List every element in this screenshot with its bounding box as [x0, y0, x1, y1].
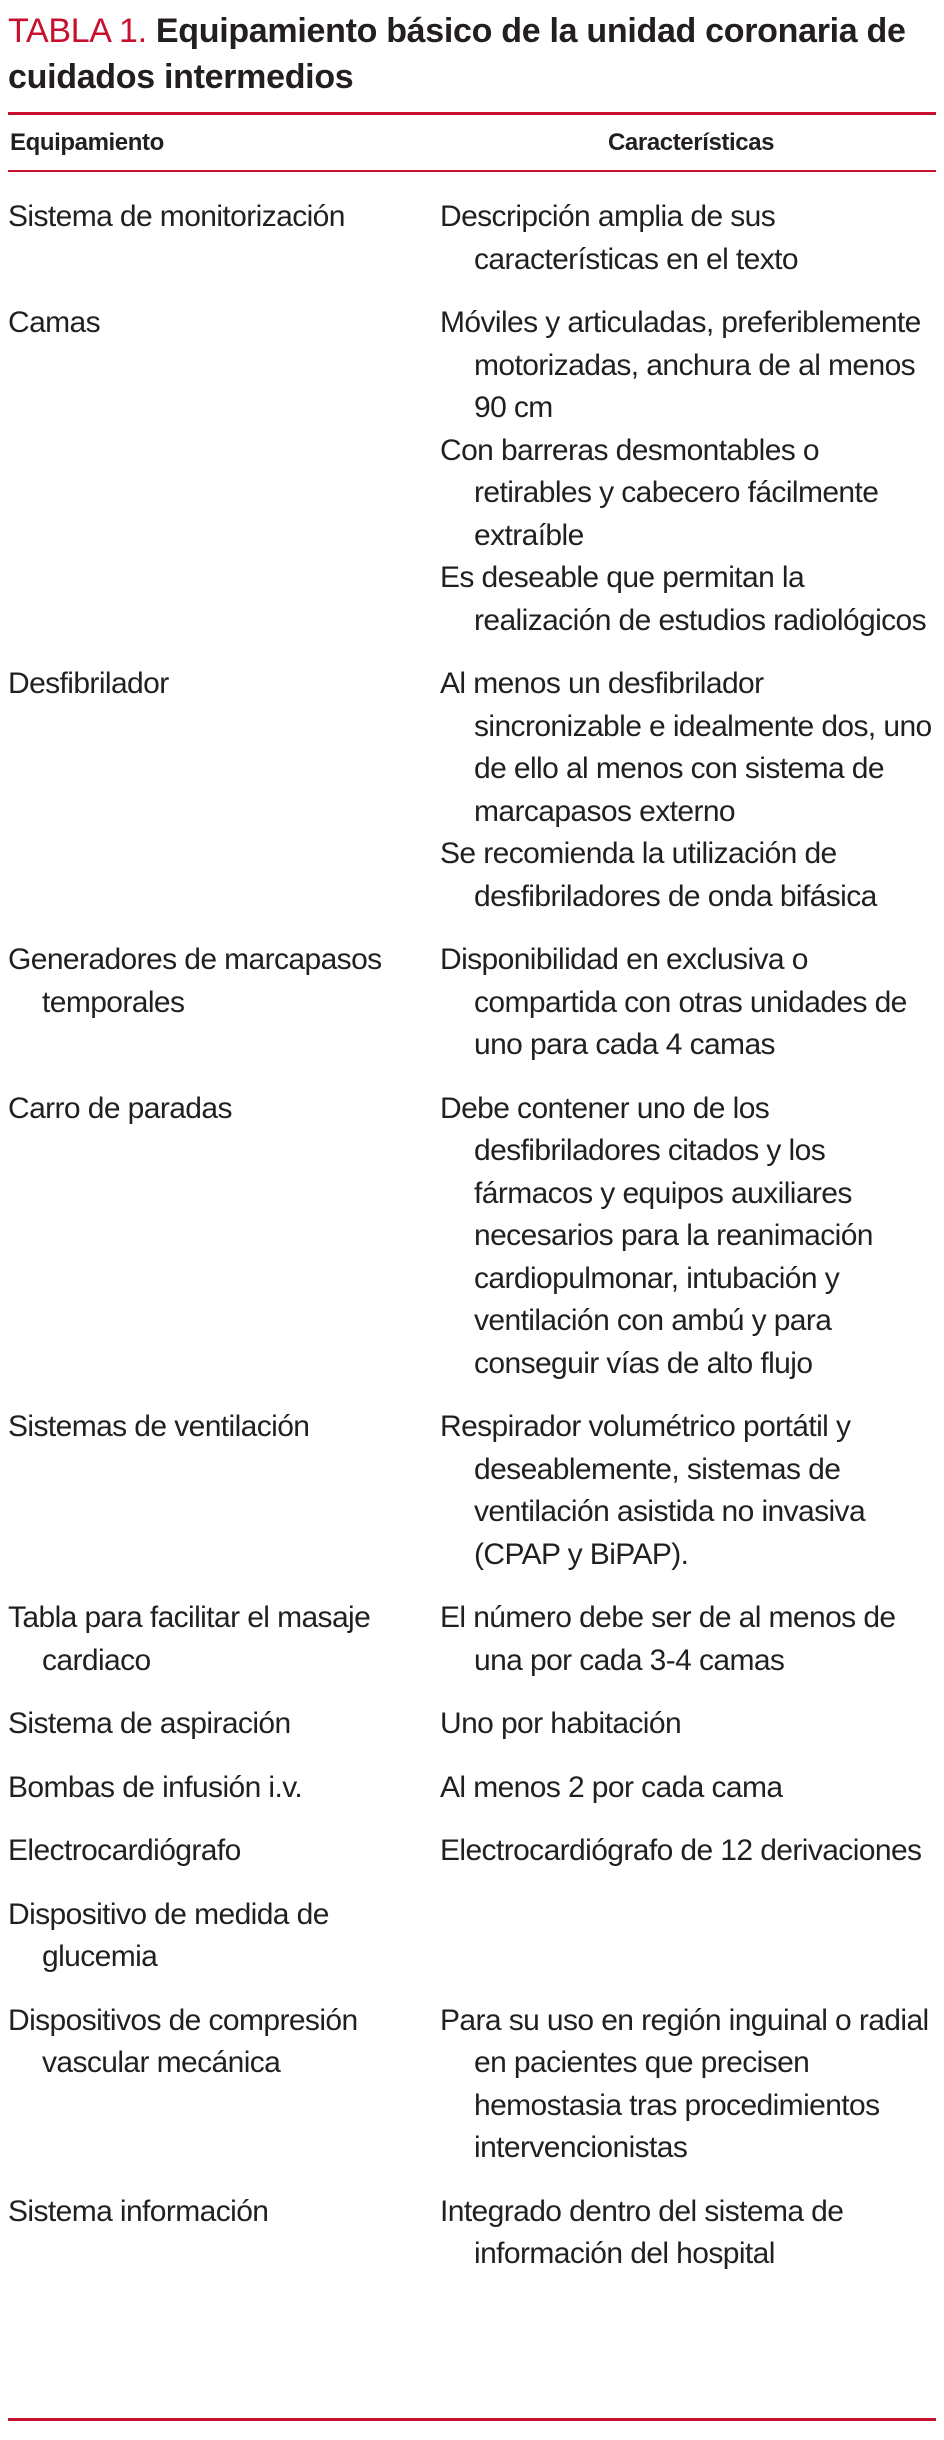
table-row — [8, 1406, 936, 1597]
equipment-cell — [8, 2191, 440, 2276]
table-body — [8, 196, 936, 2297]
table-label: TABLA 1. — [8, 12, 147, 50]
feature-entry: Al menos 2 por cada cama — [440, 1770, 783, 1804]
equipment-name: Dispositivos de compresión vascular mecánica — [8, 2003, 358, 2079]
feature-entry: El número debe ser de al menos de una por cada 3-4 camas — [440, 1601, 896, 1677]
equipment-cell — [8, 663, 440, 918]
table-caption: Equipamiento básico de la unidad coronaria de cuidados intermedios — [8, 12, 906, 96]
equipment-cell — [8, 1597, 440, 1682]
features-cell — [440, 939, 936, 1067]
feature-entry: Al menos un desfibrilador sincronizable e idealmente dos, uno de ello al menos con sistema de marcapasos externo — [440, 667, 932, 828]
equipment-name: Carro de paradas — [8, 1091, 232, 1125]
features-cell — [440, 196, 936, 281]
equipment-name: Desfibrilador — [8, 667, 169, 700]
table-row — [8, 939, 936, 1088]
table-row — [8, 2000, 936, 2191]
table-row — [8, 663, 936, 939]
equipment-name: Tabla para facilitar el masaje cardiaco — [8, 1601, 371, 1677]
equipment-cell — [8, 1894, 440, 1979]
features-cell — [440, 2000, 936, 2170]
features-cell — [440, 302, 936, 642]
features-cell — [440, 1767, 936, 1810]
features-cell — [440, 1830, 936, 1873]
table-figure — [8, 0, 936, 2270]
equipment-cell — [8, 1406, 440, 1576]
feature-entry: Electrocardiógrafo de 12 derivaciones — [440, 1834, 922, 1867]
table-row — [8, 1703, 936, 1767]
table-row — [8, 302, 936, 663]
column-header-equipment: Equipamiento — [10, 129, 164, 156]
equipment-name: Sistemas de ventilación — [8, 1410, 310, 1443]
table-title — [8, 0, 936, 100]
table-row — [8, 1894, 936, 2000]
equipment-name: Camas — [8, 306, 101, 339]
feature-entry: Es deseable que permitan la realización de estudios radiológicos — [440, 561, 927, 637]
equipment-cell — [8, 1830, 440, 1873]
bottom-rule — [8, 2418, 936, 2421]
equipment-cell — [8, 196, 440, 281]
feature-entry: Descripción amplia de sus características en el texto — [440, 200, 798, 276]
feature-entry: Móviles y articuladas, preferiblemente motorizadas, anchura de al menos 90 cm — [440, 306, 921, 424]
features-cell — [440, 2191, 936, 2276]
equipment-cell — [8, 1088, 440, 1386]
equipment-name: Electrocardiógrafo — [8, 1834, 241, 1867]
equipment-name: Dispositivo de medida de glucemia — [8, 1897, 329, 1973]
column-header-features: Características — [608, 129, 775, 156]
feature-entry: Para su uso en región inguinal o radial en pacientes que precisen hemostasia tras procedimientos intervencionistas — [440, 2003, 929, 2164]
features-cell — [440, 1088, 936, 1386]
equipment-cell — [8, 302, 440, 642]
features-cell — [440, 1597, 936, 1682]
equipment-name: Sistema de monitorización — [8, 200, 345, 233]
feature-entry: Respirador volumétrico portátil y deseablemente, sistemas de ventilación asistida no invasiva (CPAP y BiPAP). — [440, 1410, 866, 1571]
equipment-name: Sistema información — [8, 2194, 269, 2228]
equipment-cell — [8, 1703, 440, 1746]
equipment-name: Sistema de aspiración — [8, 1707, 291, 1740]
table-row — [8, 1767, 936, 1831]
feature-entry: Integrado dentro del sistema de información del hospital — [440, 2194, 844, 2270]
table-row — [8, 1088, 936, 1407]
equipment-cell — [8, 939, 440, 1067]
equipment-name: Bombas de infusión i.v. — [8, 1770, 303, 1804]
table-row — [8, 1597, 936, 1703]
table-row — [8, 196, 936, 302]
features-cell — [440, 1406, 936, 1576]
feature-entry: Disponibilidad en exclusiva o compartida con otras unidades de uno para cada 4 camas — [440, 943, 907, 1061]
features-cell — [440, 663, 936, 918]
equipment-cell — [8, 2000, 440, 2170]
feature-entry: Se recomienda la utilización de desfibriladores de onda bifásica — [440, 837, 877, 913]
feature-entry: Uno por habitación — [440, 1707, 682, 1740]
equipment-name: Generadores de marcapasos temporales — [8, 943, 382, 1019]
equipment-cell — [8, 1767, 440, 1810]
table-row — [8, 2191, 936, 2297]
feature-entry: Debe contener uno de los desfibriladores citados y los fármacos y equipos auxiliares necesarios para la reanimación cardiopulmonar, intubación y ventilación con ambú y para conseguir vías de alto flujo — [440, 1091, 873, 1380]
feature-entry: Con barreras desmontables o retirables y cabecero fácilmente extraíble — [440, 433, 879, 552]
header-rule — [8, 170, 936, 172]
top-rule — [8, 112, 936, 115]
features-cell — [440, 1894, 936, 1979]
features-cell — [440, 1703, 936, 1746]
table-row — [8, 1830, 936, 1894]
